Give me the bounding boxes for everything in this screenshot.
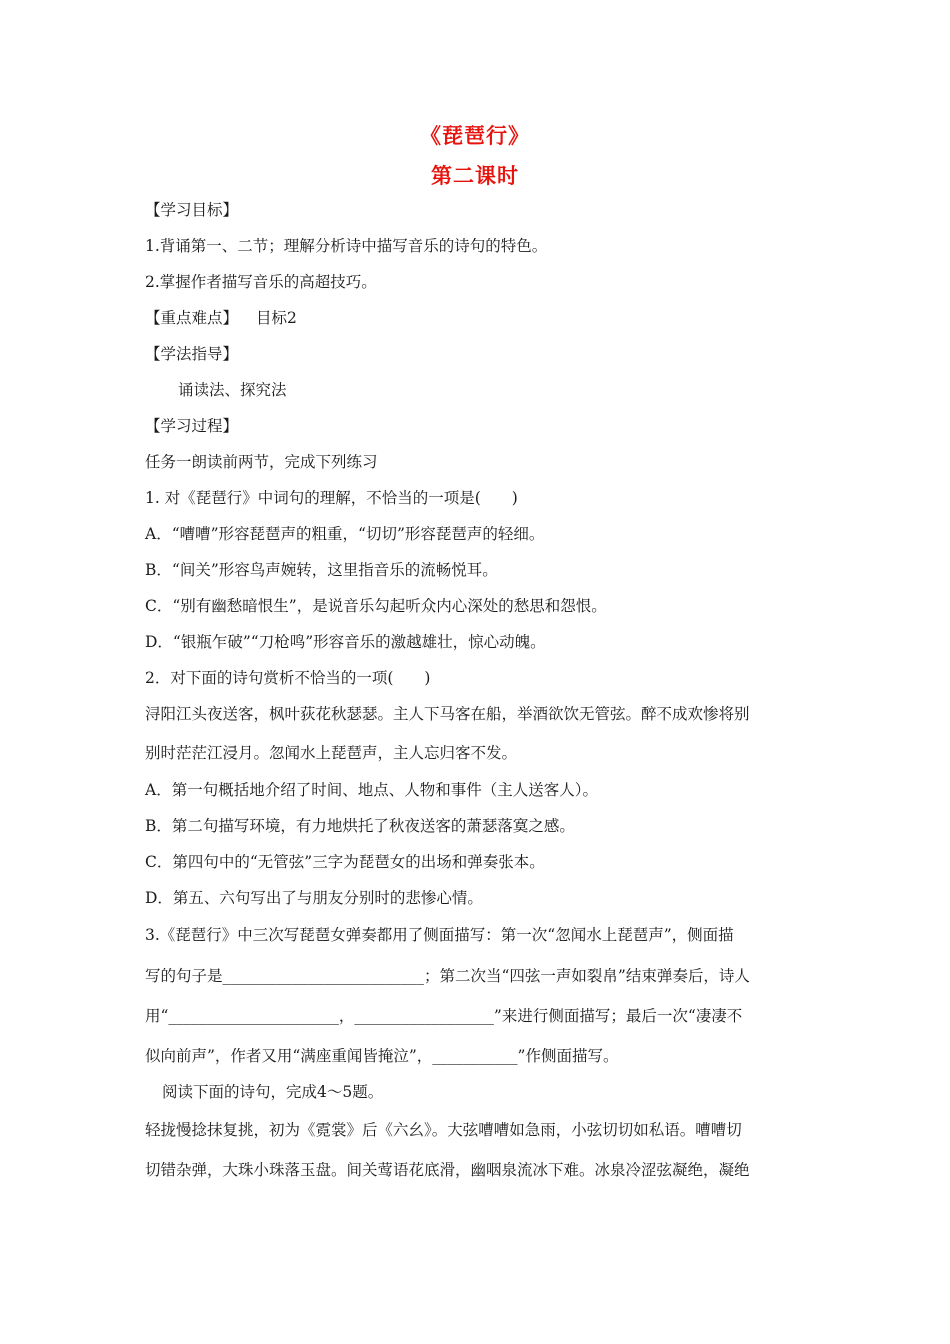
question-2-option-d: D．第五、六句写出了与朋友分别时的悲惨心情。 [145,889,483,907]
reading-intro: 阅读下面的诗句，完成4～5题。 [162,1083,384,1101]
question-1-option-c: C．“别有幽愁暗恨生”，是说音乐勾起听众内心深处的愁思和怨恨。 [145,597,607,615]
objectives-heading: 【学习目标】 [145,201,239,219]
question-2-option-a: A．第一句概括地介绍了时间、地点、人物和事件（主人送客人）。 [145,781,598,799]
method-heading: 【学法指导】 [145,345,239,363]
key-points-heading: 【重点难点】 [145,309,239,327]
question-1-option-b: B．“间关”形容鸟声婉转，这里指音乐的流畅悦耳。 [145,561,498,579]
document-title: 《琵琶行》 [420,124,530,148]
question-3-line-3: 用“______________________，__________________”来进行侧面描写；最后一次“凄凄不 [145,1007,743,1025]
question-2-option-c: C．第四句中的“无管弦”三字为琵琶女的出场和弹奏张本。 [145,853,545,871]
question-3-line-1: 3.《琵琶行》中三次写琵琶女弹奏都用了侧面描写：第一次“忽闻水上琵琶声”，侧面描 [145,926,734,944]
question-1-stem: 1. 对《琵琶行》中词句的理解，不恰当的一项是( ) [145,489,518,507]
question-3-line-2: 写的句子是__________________________；第二次当“四弦一声如裂帛”结束弹奏后，诗人 [145,967,750,985]
task-1: 任务一朗读前两节，完成下列练习 [145,453,378,471]
process-heading: 【学习过程】 [145,417,239,435]
key-points-value: 目标2 [256,309,297,327]
document-subtitle: 第二课时 [431,164,519,188]
passage-line-2: 切错杂弹，大珠小珠落玉盘。间关莺语花底滑，幽咽泉流冰下难。冰泉冷涩弦凝绝，凝绝 [145,1161,750,1179]
question-2-stem: 2．对下面的诗句赏析不恰当的一项( ) [145,669,431,687]
passage-line-1: 轻拢慢捻抹复挑，初为《霓裳》后《六幺》。大弦嘈嘈如急雨，小弦切切如私语。嘈嘈切 [145,1121,742,1139]
question-1-option-d: D．“银瓶乍破”“刀枪鸣”形容音乐的激越雄壮，惊心动魄。 [145,633,546,651]
method-value: 诵读法、探究法 [178,381,287,399]
key-points-row [145,307,810,329]
objective-1: 1.背诵第一、二节；理解分析诗中描写音乐的诗句的特色。 [145,237,548,255]
question-1-option-a: A．“嘈嘈”形容琵琶声的粗重，“切切”形容琵琶声的轻细。 [145,525,545,543]
question-2-poem-line-1: 浔阳江头夜送客，枫叶荻花秋瑟瑟。主人下马客在船，举酒欲饮无管弦。醉不成欢惨将别 [145,705,750,723]
question-2-poem-line-2: 别时茫茫江浸月。忽闻水上琵琶声，主人忘归客不发。 [145,744,518,762]
question-3-line-4: 似向前声”，作者又用“满座重闻皆掩泣”，___________”作侧面描写。 [145,1047,619,1065]
objective-2: 2.掌握作者描写音乐的高超技巧。 [145,273,377,291]
question-2-option-b: B．第二句描写环境，有力地烘托了秋夜送客的萧瑟落寞之感。 [145,817,575,835]
